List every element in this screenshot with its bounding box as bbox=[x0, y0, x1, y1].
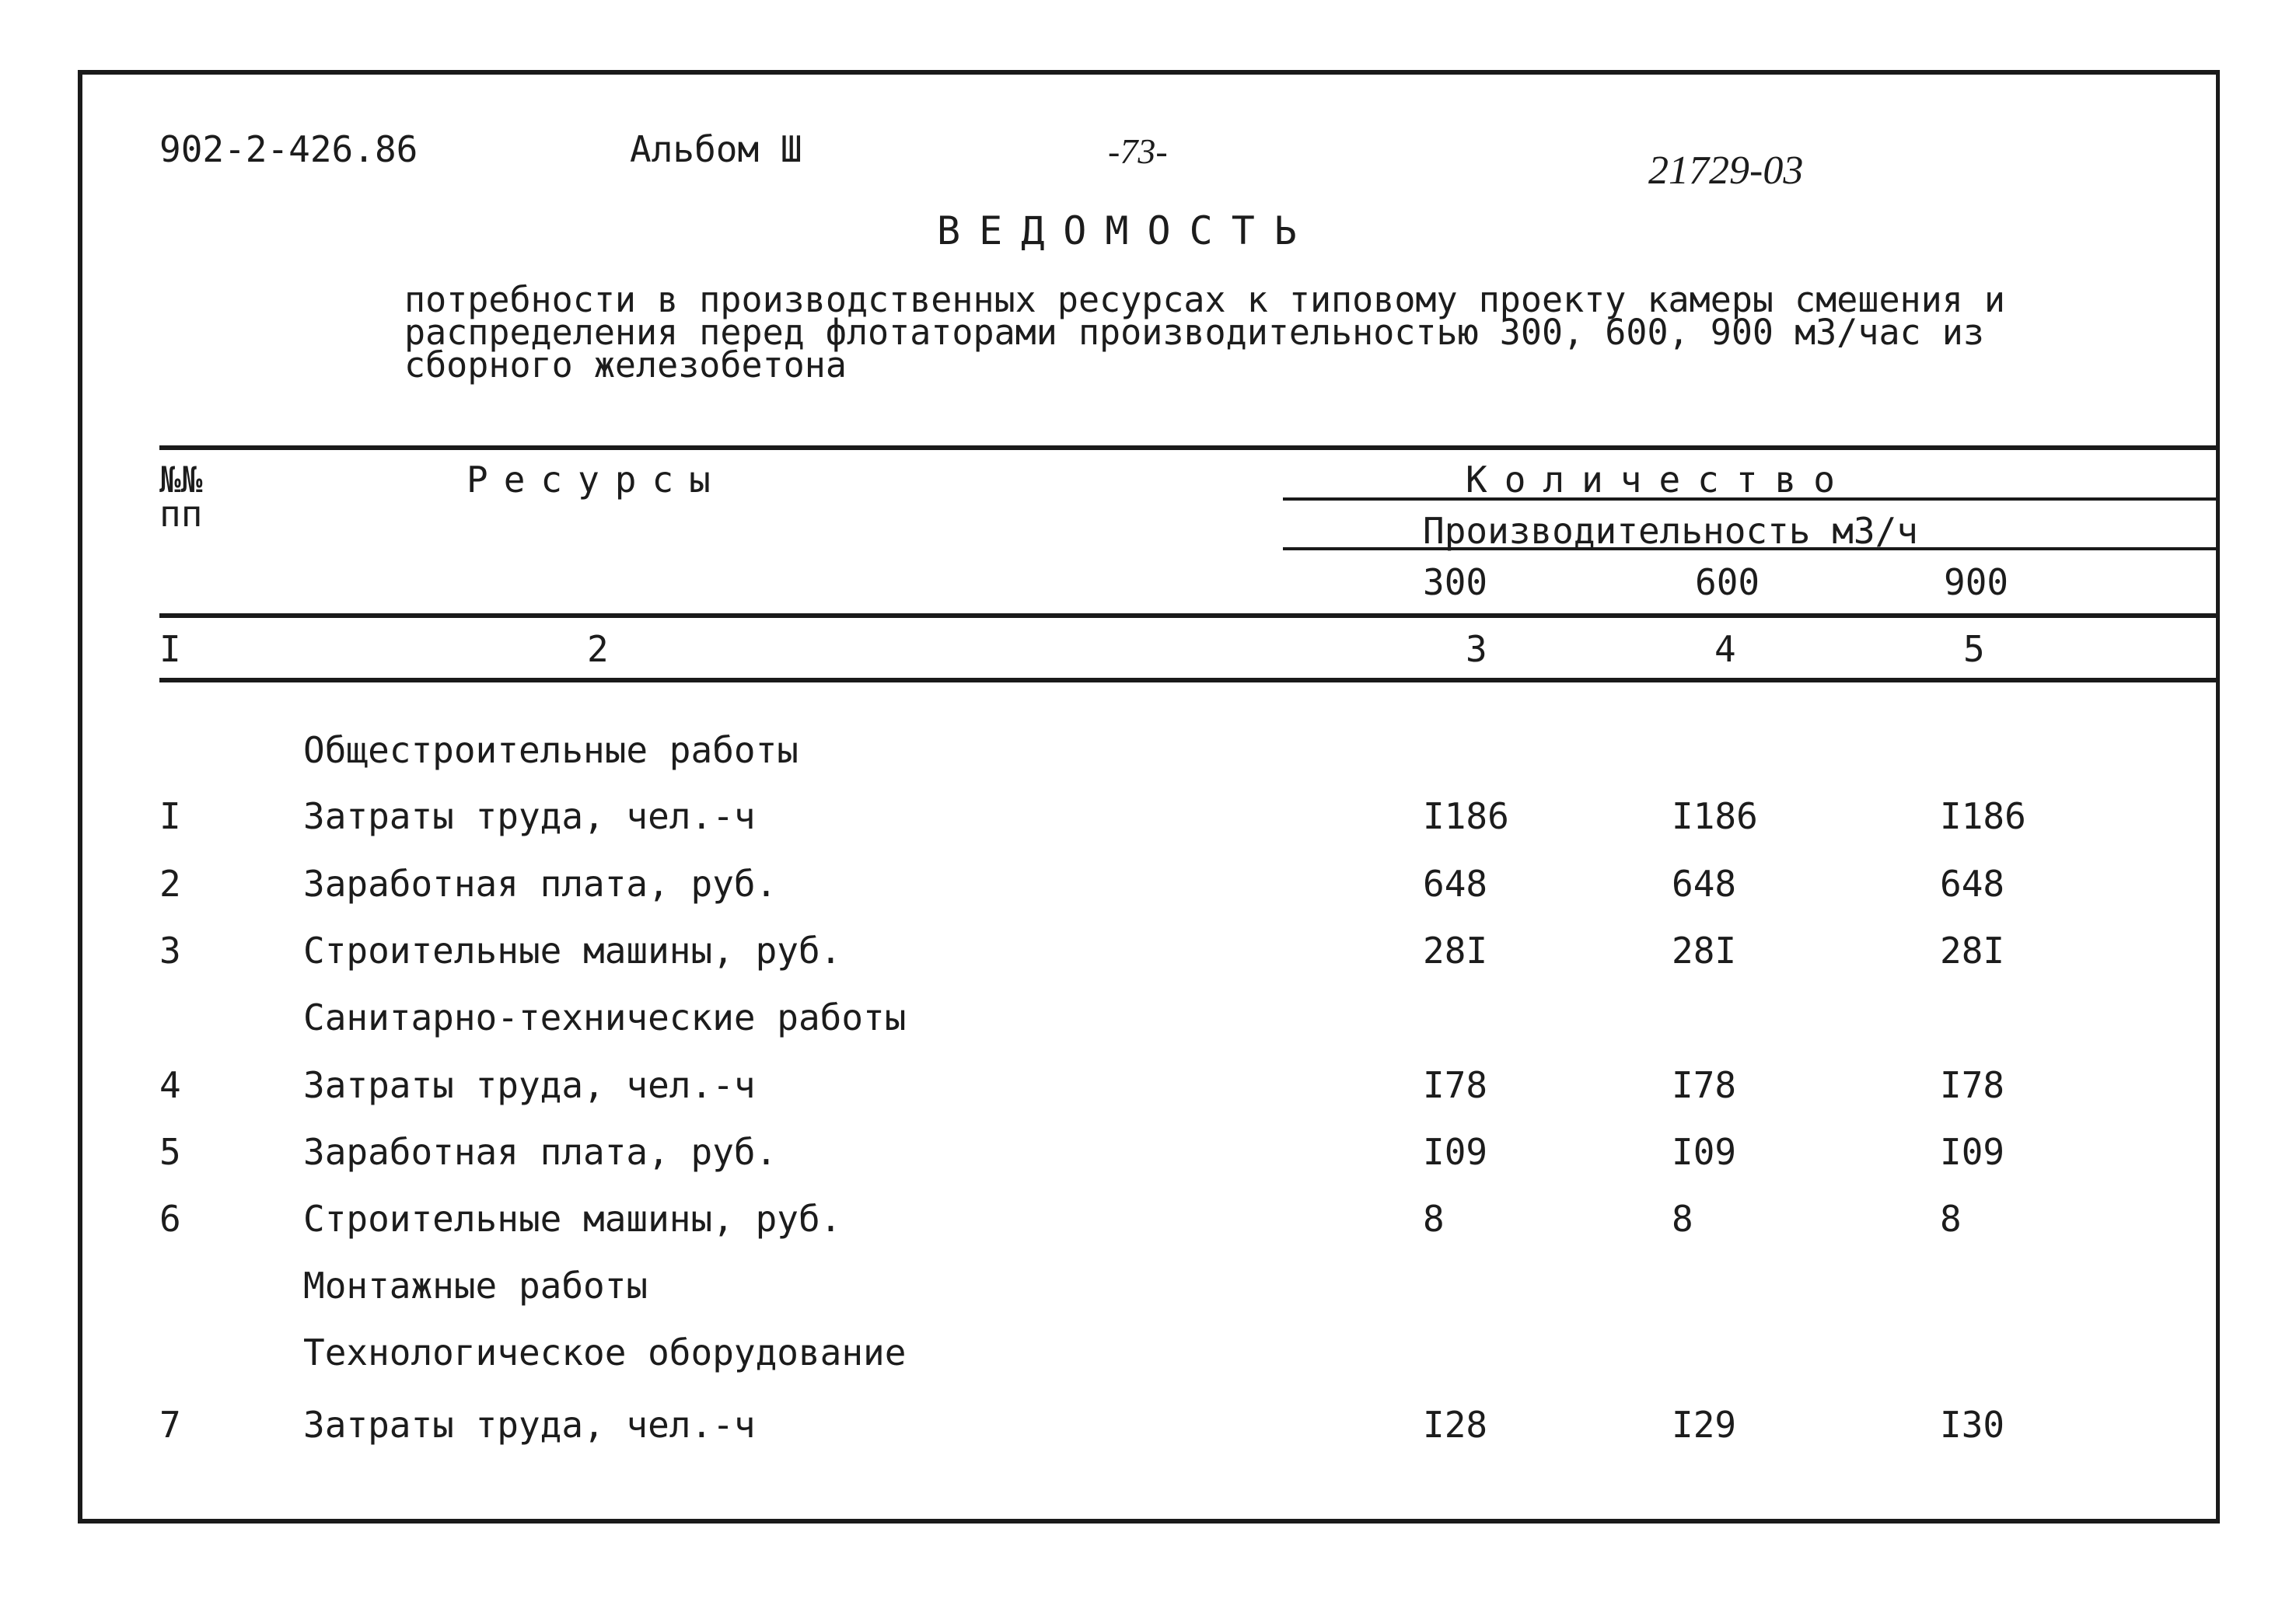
table-top-rule bbox=[159, 445, 2220, 450]
col-index-3: 3 bbox=[1466, 628, 1487, 670]
row-value-900: I09 bbox=[1940, 1131, 2005, 1173]
row-value-300: 8 bbox=[1423, 1198, 1445, 1240]
row-value-600: I78 bbox=[1672, 1064, 1737, 1106]
row-number: 5 bbox=[159, 1131, 181, 1173]
row-number: 2 bbox=[159, 863, 181, 905]
row-number: 4 bbox=[159, 1064, 181, 1106]
row-value-600: I186 bbox=[1672, 795, 1758, 837]
row-resource-name: Затраты труда, чел.-ч bbox=[303, 795, 756, 837]
row-value-600: I09 bbox=[1672, 1131, 1737, 1173]
row-value-300: I78 bbox=[1423, 1064, 1488, 1106]
index-bottom-rule bbox=[159, 678, 2220, 682]
row-resource-name: Строительные машины, руб. bbox=[303, 930, 842, 972]
col-index-4: 4 bbox=[1714, 628, 1736, 670]
col-index-1: I bbox=[159, 628, 181, 670]
row-resource-name: Заработная плата, руб. bbox=[303, 1131, 778, 1173]
perf-900: 900 bbox=[1944, 561, 2009, 603]
row-value-600: 28I bbox=[1672, 930, 1737, 972]
row-value-300: I09 bbox=[1423, 1131, 1488, 1173]
row-value-900: I30 bbox=[1940, 1404, 2005, 1446]
header-bottom-rule bbox=[159, 613, 2220, 618]
row-value-900: 28I bbox=[1940, 930, 2005, 972]
subtitle-line-3: сборного железобетона bbox=[404, 344, 847, 386]
subtitle-line-2: распределения перед флотаторами производительностью 300, 600, 900 м3/час из bbox=[404, 312, 1984, 353]
row-value-900: I186 bbox=[1940, 795, 2026, 837]
row-resource-name: Заработная плата, руб. bbox=[303, 863, 778, 905]
row-value-600: I29 bbox=[1672, 1404, 1737, 1446]
row-value-600: 648 bbox=[1672, 863, 1737, 905]
col-quantity-header: Количество bbox=[1466, 459, 1852, 501]
row-value-300: I28 bbox=[1423, 1404, 1488, 1446]
col-number-header: №№ пп bbox=[159, 459, 203, 535]
row-resource-name: Затраты труда, чел.-ч bbox=[303, 1404, 756, 1446]
row-value-300: I186 bbox=[1423, 795, 1509, 837]
row-resource-name: Строительные машины, руб. bbox=[303, 1198, 842, 1240]
row-number: I bbox=[159, 795, 181, 837]
col-performance-header: Производительность м3/ч bbox=[1423, 510, 1918, 552]
row-value-900: I78 bbox=[1940, 1064, 2005, 1106]
page-number: -73- bbox=[1108, 131, 1168, 171]
col-resources-header: Ресурсы bbox=[467, 459, 726, 501]
row-resource-name: Общестроительные работы bbox=[303, 729, 799, 771]
sheet-number: 21729-03 bbox=[1648, 148, 1804, 193]
row-resource-name: Монтажные работы bbox=[303, 1265, 648, 1307]
row-value-900: 648 bbox=[1940, 863, 2005, 905]
row-number: 7 bbox=[159, 1404, 181, 1446]
row-resource-name: Затраты труда, чел.-ч bbox=[303, 1064, 756, 1106]
row-value-300: 28I bbox=[1423, 930, 1488, 972]
subtitle-line-1: потребности в производственных ресурсах к типовому проекту камеры смешения и bbox=[404, 279, 2006, 320]
row-resource-name: Технологическое оборудование bbox=[303, 1332, 907, 1373]
row-value-300: 648 bbox=[1423, 863, 1488, 905]
row-resource-name: Санитарно-технические работы bbox=[303, 996, 907, 1038]
row-value-600: 8 bbox=[1672, 1198, 1693, 1240]
document-code: 902-2-426.86 bbox=[159, 128, 418, 170]
col-index-5: 5 bbox=[1963, 628, 1985, 670]
row-value-900: 8 bbox=[1940, 1198, 1962, 1240]
col-index-2: 2 bbox=[587, 628, 609, 670]
perf-600: 600 bbox=[1695, 561, 1760, 603]
page-title: ВЕДОМОСТЬ bbox=[937, 208, 1316, 253]
album-label: Альбом Ш bbox=[630, 128, 802, 170]
row-number: 6 bbox=[159, 1198, 181, 1240]
row-number: 3 bbox=[159, 930, 181, 972]
perf-300: 300 bbox=[1423, 561, 1488, 603]
